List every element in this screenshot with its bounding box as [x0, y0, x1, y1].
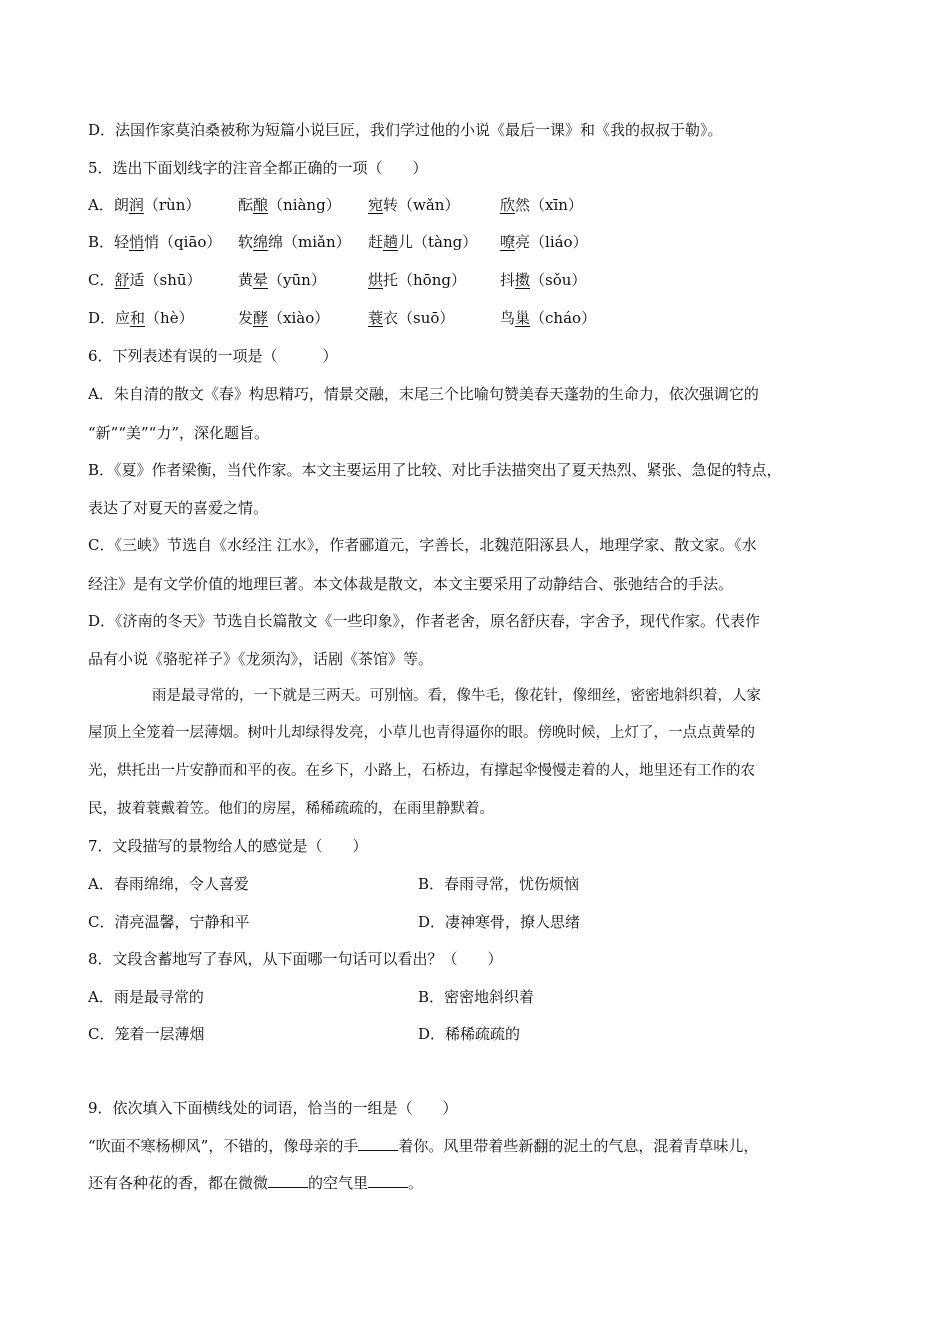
fill-blank[interactable]: [268, 1173, 308, 1188]
q5-option-item: [500, 232, 588, 252]
option-text: 绵（miǎn）: [268, 233, 351, 251]
q4-option-d: D．法国作家莫泊桑被称为短篇小说巨匠，我们学过他的小说《最后一课》和《我的叔叔于勒》。: [88, 121, 723, 139]
q6-stem: 6．下列表述有误的一项是（ ）: [88, 347, 338, 365]
underlined-char: 酿: [253, 196, 269, 214]
underlined-char: 润: [128, 196, 144, 214]
q9-text: 着你。风里带着些新翻的泥土的气息，混着青草味儿，: [398, 1137, 759, 1155]
q9-text: 。: [408, 1174, 424, 1192]
option-text: 黄: [238, 271, 254, 289]
q8-option-b: B．密密地斜织着: [418, 988, 535, 1006]
q5-option-item: [500, 270, 586, 290]
option-text: 然（xīn）: [515, 196, 583, 214]
passage-line: 屋顶上全笼着一层薄烟。树叶儿却绿得发亮，小草儿也青得逼你的眼。傍晚时候，上灯了，一点点黄晕的: [88, 725, 755, 741]
underlined-char: 巢: [515, 309, 531, 327]
underlined-char: 绵: [253, 233, 269, 251]
fill-blank[interactable]: [368, 1173, 408, 1188]
option-text: 悄（qiāo）: [144, 233, 222, 251]
q6-line: 经注》是有文学价值的地理巨著。本文体裁是散文，本文主要采用了动静结合、张弛结合的手法。: [88, 575, 734, 593]
q5-option-item: [88, 270, 202, 290]
q5-option-item: [238, 270, 326, 290]
option-text: （hè）: [145, 309, 194, 327]
passage-line: 民，披着蓑戴着笠。他们的房屋，稀稀疏疏的，在雨里静默着。: [88, 801, 494, 817]
q5-option-item: [238, 232, 351, 252]
q6-line: B．《夏》作者梁衡，当代作家。本文主要运用了比较、对比手法描突出了夏天热烈、紧张、急促的特点，: [88, 461, 782, 479]
q5-option-item: [500, 195, 583, 215]
option-text: （xiào）: [268, 309, 330, 327]
passage-line: 光，烘托出一片安静而和平的夜。在乡下，小路上，石桥边，有撑起伞慢慢走着的人，地里还有工作的农: [88, 763, 755, 779]
q7-option-d: D．凄神寒骨，撩人思绪: [418, 913, 581, 931]
underlined-char: 舒: [114, 271, 130, 289]
option-text: （yūn）: [268, 271, 326, 289]
q9-line-2: [88, 1173, 423, 1193]
option-text: D．应: [88, 309, 131, 327]
q7-stem: 7．文段描写的景物给人的感觉是（ ）: [88, 837, 368, 855]
q5-stem: 5．选出下面划线字的注音全都正确的一项（ ）: [88, 159, 428, 177]
q8-option-c: C．笼着一层薄烟: [88, 1025, 205, 1043]
underlined-char: 和: [130, 309, 146, 327]
q5-option-item: [500, 308, 596, 328]
underlined-char: 蓑: [368, 309, 384, 327]
option-text: 鸟: [500, 309, 516, 327]
option-text: 适（shū）: [129, 271, 202, 289]
q9-stem: 9．依次填入下面横线处的词语，恰当的一组是（ ）: [88, 1099, 458, 1117]
q9-text: “吹面不寒杨柳风”，不错的，像母亲的手: [88, 1137, 359, 1155]
q7-option-a: A．春雨绵绵，令人喜爱: [88, 875, 249, 893]
q6-line: D．《济南的冬天》节选自长篇散文《一些印象》，作者老舍，原名舒庆春，字舍予，现代作家。代表作: [88, 612, 761, 630]
option-text: 托（hōng）: [383, 271, 466, 289]
option-text: C．: [88, 271, 115, 289]
q5-option-item: [88, 308, 194, 328]
underlined-char: 嘹: [500, 233, 516, 251]
q6-line: “新”“美”“力”，深化题旨。: [88, 424, 270, 442]
option-text: 抖: [500, 271, 516, 289]
underlined-char: 欣: [500, 196, 516, 214]
underlined-char: 擞: [515, 271, 531, 289]
underlined-char: 悄: [129, 233, 145, 251]
option-text: 酝: [238, 196, 254, 214]
q8-stem: 8．文段含蓄地写了春风，从下面哪一句话可以看出？（ ）: [88, 950, 503, 968]
q5-option-item: [238, 195, 341, 215]
q6-line: C．《三峡》节选自《水经注 江水》，作者郦道元，字善长，北魏范阳涿县人，地理学家、散文家。《水: [88, 536, 757, 554]
option-text: B．轻: [88, 233, 130, 251]
passage-line: 雨是最寻常的，一下就是三两天。可别恼。看，像牛毛，像花针，像细丝，密密地斜织着，人家: [152, 688, 761, 704]
option-text: 衣（suō）: [383, 309, 455, 327]
q8-option-d: D．稀稀疏疏的: [418, 1025, 521, 1043]
q5-option-item: [238, 308, 329, 328]
q5-option-item: [368, 232, 477, 252]
underlined-char: 晕: [253, 271, 269, 289]
option-text: 转（wǎn）: [383, 196, 460, 214]
q9-line-1: [88, 1136, 758, 1156]
underlined-char: 宛: [368, 196, 384, 214]
option-text: （cháo）: [530, 309, 597, 327]
q5-option-item: [88, 232, 221, 252]
q9-text: 还有各种花的香，都在微微: [88, 1174, 269, 1192]
fill-blank[interactable]: [358, 1136, 398, 1151]
q5-option-item: [368, 270, 466, 290]
option-text: A．朗: [88, 196, 129, 214]
q6-line: A．朱自清的散文《春》构思精巧，情景交融，末尾三个比喻句赞美春天蓬勃的生命力，依次强调它的: [88, 385, 759, 403]
q6-line: 品有小说《骆驼祥子》《龙须沟》，话剧《茶馆》等。: [88, 650, 434, 668]
option-text: 发: [238, 309, 254, 327]
option-text: （rùn）: [143, 196, 201, 214]
q9-text: 的空气里: [308, 1174, 369, 1192]
underlined-char: 烘: [368, 271, 384, 289]
underlined-char: 趟: [383, 233, 399, 251]
q5-option-item: [368, 308, 454, 328]
q5-option-item: [368, 195, 459, 215]
option-text: （sǒu）: [530, 271, 587, 289]
option-text: （niàng）: [268, 196, 341, 214]
option-text: 赶: [368, 233, 384, 251]
option-text: 儿（tàng）: [398, 233, 478, 251]
option-text: 软: [238, 233, 254, 251]
q7-option-c: C．清亮温馨，宁静和平: [88, 913, 250, 931]
q7-option-b: B．春雨寻常，忧伤烦恼: [418, 875, 580, 893]
q5-option-item: [88, 195, 200, 215]
q6-line: 表达了对夏天的喜爱之情。: [88, 499, 269, 517]
q8-option-a: A．雨是最寻常的: [88, 988, 204, 1006]
underlined-char: 酵: [253, 309, 269, 327]
option-text: 亮（liáo）: [515, 233, 588, 251]
